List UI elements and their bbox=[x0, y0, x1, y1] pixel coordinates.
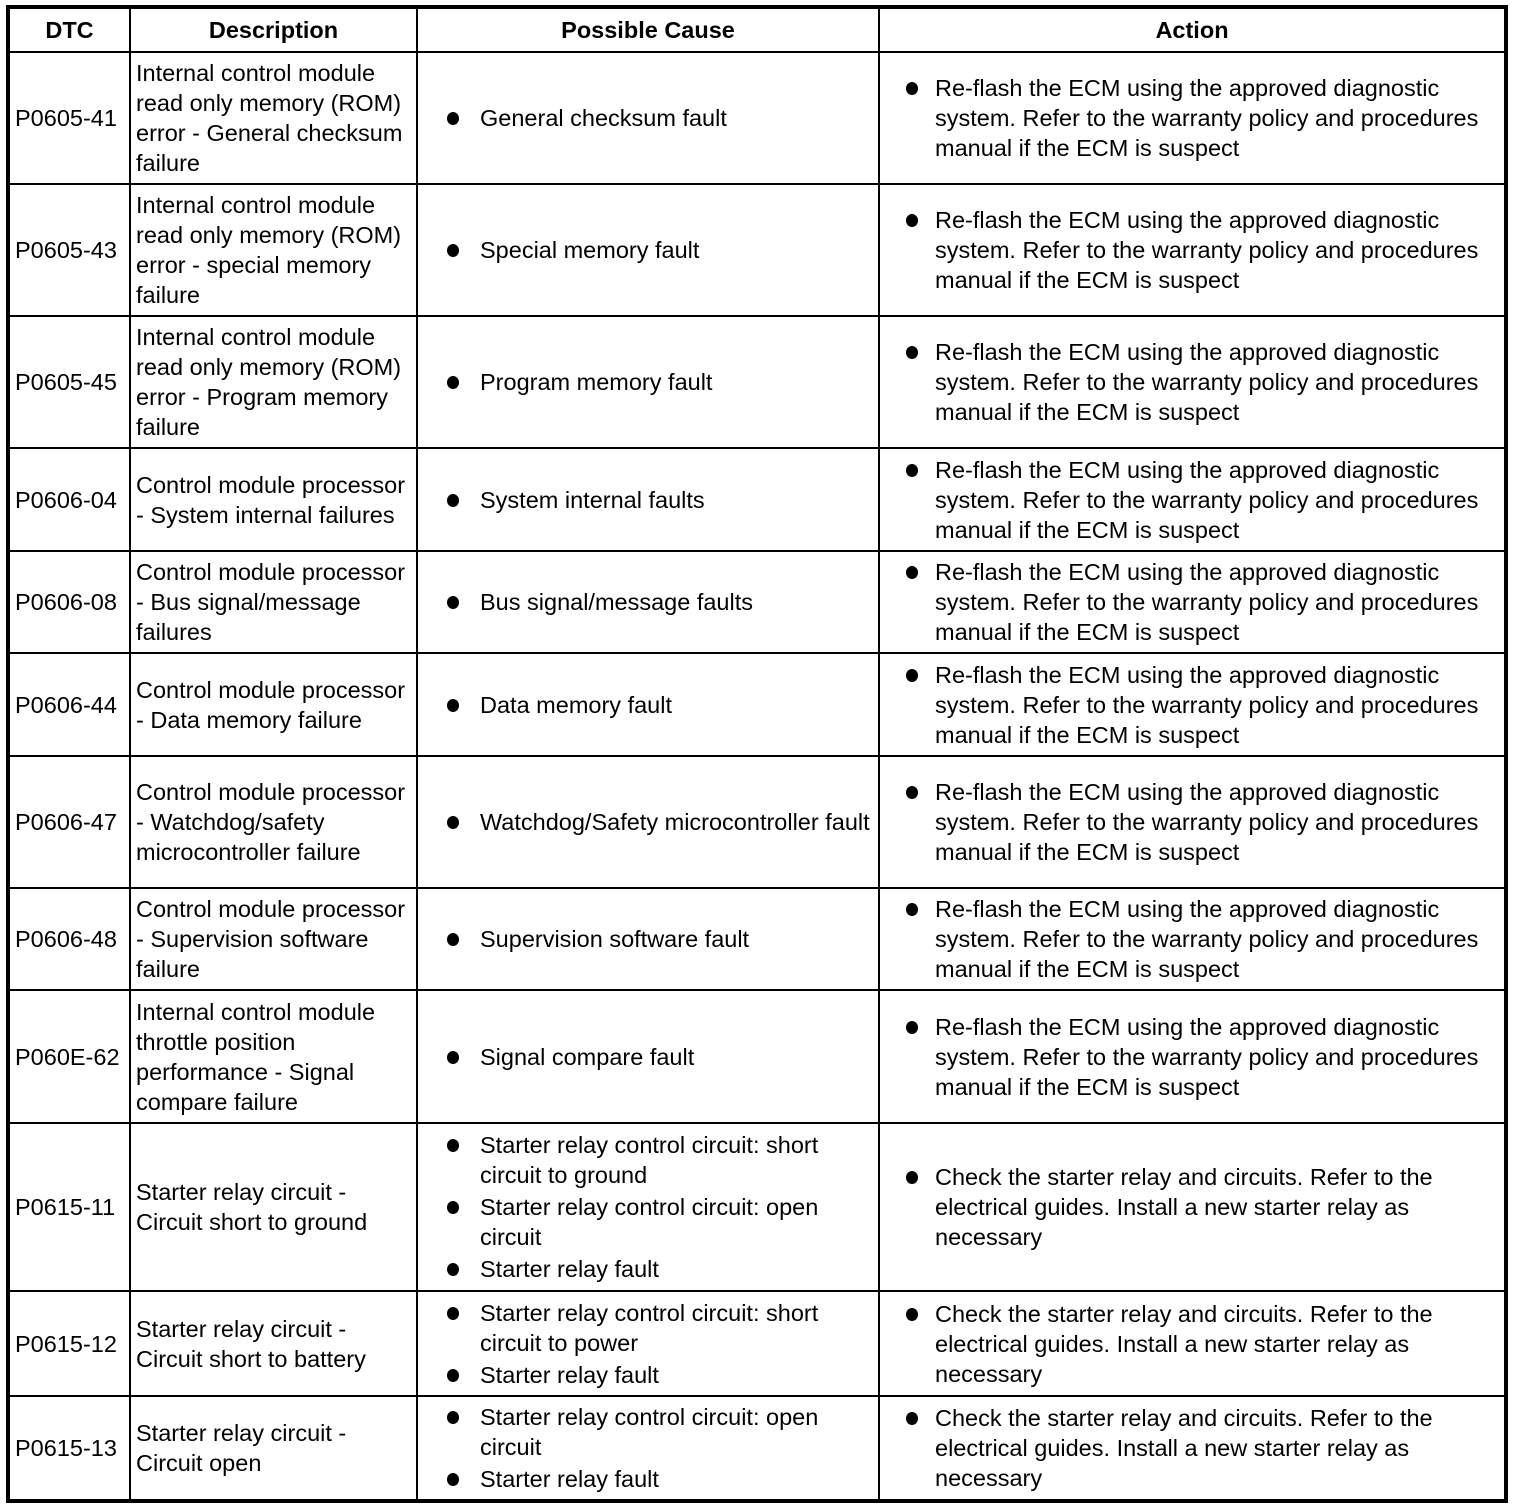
possible-cause-list bbox=[423, 235, 873, 265]
possible-cause-list bbox=[423, 690, 873, 720]
action-item: Check the starter relay and circuits. Refer to the electrical guides. Install a new starter relay as necessary bbox=[885, 1162, 1499, 1252]
dtc-code: P0615-12 bbox=[8, 1291, 130, 1396]
dtc-description: Internal control module read only memory (ROM) error - special memory failure bbox=[130, 184, 417, 316]
dtc-code: P0606-47 bbox=[8, 756, 130, 888]
action-item: Re-flash the ECM using the approved diagnostic system. Refer to the warranty policy and procedures manual if the ECM is suspect bbox=[885, 557, 1499, 647]
possible-cause-item: Data memory fault bbox=[423, 690, 873, 720]
dtc-description: Control module processor - Data memory failure bbox=[130, 653, 417, 756]
action-cell bbox=[879, 990, 1506, 1123]
action-cell bbox=[879, 1291, 1506, 1396]
possible-cause-item: Starter relay fault bbox=[423, 1464, 873, 1494]
action-cell bbox=[879, 551, 1506, 653]
action-list bbox=[885, 777, 1499, 867]
possible-cause-list bbox=[423, 924, 873, 954]
header-row bbox=[8, 7, 1506, 52]
action-cell bbox=[879, 888, 1506, 990]
action-cell bbox=[879, 756, 1506, 888]
action-list bbox=[885, 1403, 1499, 1493]
action-cell bbox=[879, 448, 1506, 551]
action-item: Re-flash the ECM using the approved diagnostic system. Refer to the warranty policy and procedures manual if the ECM is suspect bbox=[885, 205, 1499, 295]
dtc-description: Starter relay circuit - Circuit short to ground bbox=[130, 1123, 417, 1291]
possible-cause-cell bbox=[417, 551, 879, 653]
possible-cause-cell bbox=[417, 1291, 879, 1396]
action-item: Re-flash the ECM using the approved diagnostic system. Refer to the warranty policy and procedures manual if the ECM is suspect bbox=[885, 455, 1499, 545]
dtc-code: P0615-13 bbox=[8, 1396, 130, 1501]
possible-cause-cell bbox=[417, 184, 879, 316]
action-list bbox=[885, 557, 1499, 647]
possible-cause-item: Program memory fault bbox=[423, 367, 873, 397]
possible-cause-list bbox=[423, 367, 873, 397]
table-row bbox=[8, 1291, 1506, 1396]
table-row bbox=[8, 756, 1506, 888]
action-list bbox=[885, 660, 1499, 750]
action-list bbox=[885, 205, 1499, 295]
table-body bbox=[8, 52, 1506, 1501]
action-item: Check the starter relay and circuits. Refer to the electrical guides. Install a new starter relay as necessary bbox=[885, 1299, 1499, 1389]
possible-cause-item: System internal faults bbox=[423, 485, 873, 515]
action-cell bbox=[879, 1396, 1506, 1501]
possible-cause-item: Starter relay control circuit: open circuit bbox=[423, 1402, 873, 1462]
possible-cause-cell bbox=[417, 888, 879, 990]
possible-cause-list bbox=[423, 1130, 873, 1284]
possible-cause-list bbox=[423, 1298, 873, 1390]
possible-cause-list bbox=[423, 485, 873, 515]
possible-cause-item: Starter relay control circuit: short circuit to ground bbox=[423, 1130, 873, 1190]
table-row bbox=[8, 448, 1506, 551]
possible-cause-item: Starter relay fault bbox=[423, 1254, 873, 1284]
table-row bbox=[8, 653, 1506, 756]
table-row bbox=[8, 888, 1506, 990]
possible-cause-item: General checksum fault bbox=[423, 103, 873, 133]
table-row bbox=[8, 316, 1506, 448]
header-action: Action bbox=[879, 7, 1506, 52]
header-possible-cause: Possible Cause bbox=[417, 7, 879, 52]
action-item: Check the starter relay and circuits. Refer to the electrical guides. Install a new starter relay as necessary bbox=[885, 1403, 1499, 1493]
dtc-description: Internal control module read only memory (ROM) error - General checksum failure bbox=[130, 52, 417, 184]
action-item: Re-flash the ECM using the approved diagnostic system. Refer to the warranty policy and procedures manual if the ECM is suspect bbox=[885, 777, 1499, 867]
header-description: Description bbox=[130, 7, 417, 52]
possible-cause-list bbox=[423, 1402, 873, 1494]
table-row bbox=[8, 990, 1506, 1123]
dtc-description: Control module processor - Supervision software failure bbox=[130, 888, 417, 990]
action-list bbox=[885, 337, 1499, 427]
dtc-code: P0606-08 bbox=[8, 551, 130, 653]
action-list bbox=[885, 1299, 1499, 1389]
dtc-code: P0606-48 bbox=[8, 888, 130, 990]
dtc-description: Internal control module read only memory (ROM) error - Program memory failure bbox=[130, 316, 417, 448]
possible-cause-cell bbox=[417, 52, 879, 184]
possible-cause-list bbox=[423, 587, 873, 617]
possible-cause-item: Signal compare fault bbox=[423, 1042, 873, 1072]
possible-cause-list bbox=[423, 103, 873, 133]
action-cell bbox=[879, 316, 1506, 448]
possible-cause-item: Starter relay fault bbox=[423, 1360, 873, 1390]
possible-cause-cell bbox=[417, 1396, 879, 1501]
table-row bbox=[8, 184, 1506, 316]
possible-cause-item: Watchdog/Safety microcontroller fault bbox=[423, 807, 873, 837]
possible-cause-cell bbox=[417, 990, 879, 1123]
dtc-description: Control module processor - Watchdog/safety microcontroller failure bbox=[130, 756, 417, 888]
action-cell bbox=[879, 653, 1506, 756]
possible-cause-cell bbox=[417, 756, 879, 888]
possible-cause-cell bbox=[417, 653, 879, 756]
possible-cause-item: Special memory fault bbox=[423, 235, 873, 265]
possible-cause-cell bbox=[417, 448, 879, 551]
action-item: Re-flash the ECM using the approved diagnostic system. Refer to the warranty policy and procedures manual if the ECM is suspect bbox=[885, 337, 1499, 427]
table-row bbox=[8, 52, 1506, 184]
dtc-code: P0605-43 bbox=[8, 184, 130, 316]
action-list bbox=[885, 455, 1499, 545]
action-list bbox=[885, 1162, 1499, 1252]
dtc-code: P0605-41 bbox=[8, 52, 130, 184]
action-cell bbox=[879, 1123, 1506, 1291]
possible-cause-cell bbox=[417, 1123, 879, 1291]
action-list bbox=[885, 894, 1499, 984]
possible-cause-cell bbox=[417, 316, 879, 448]
table-row bbox=[8, 1123, 1506, 1291]
action-list bbox=[885, 1012, 1499, 1102]
dtc-description: Control module processor - Bus signal/message failures bbox=[130, 551, 417, 653]
possible-cause-list bbox=[423, 1042, 873, 1072]
action-item: Re-flash the ECM using the approved diagnostic system. Refer to the warranty policy and procedures manual if the ECM is suspect bbox=[885, 660, 1499, 750]
table-row bbox=[8, 1396, 1506, 1501]
dtc-table bbox=[6, 5, 1508, 1503]
possible-cause-item: Supervision software fault bbox=[423, 924, 873, 954]
action-list bbox=[885, 73, 1499, 163]
dtc-description: Starter relay circuit - Circuit open bbox=[130, 1396, 417, 1501]
possible-cause-item: Starter relay control circuit: open circuit bbox=[423, 1192, 873, 1252]
action-cell bbox=[879, 184, 1506, 316]
header-dtc: DTC bbox=[8, 7, 130, 52]
dtc-code: P0606-04 bbox=[8, 448, 130, 551]
dtc-code: P060E-62 bbox=[8, 990, 130, 1123]
possible-cause-item: Starter relay control circuit: short circuit to power bbox=[423, 1298, 873, 1358]
dtc-code: P0615-11 bbox=[8, 1123, 130, 1291]
dtc-description: Starter relay circuit - Circuit short to battery bbox=[130, 1291, 417, 1396]
action-item: Re-flash the ECM using the approved diagnostic system. Refer to the warranty policy and procedures manual if the ECM is suspect bbox=[885, 894, 1499, 984]
possible-cause-list bbox=[423, 807, 873, 837]
table-row bbox=[8, 551, 1506, 653]
dtc-code: P0606-44 bbox=[8, 653, 130, 756]
dtc-description: Control module processor - System internal failures bbox=[130, 448, 417, 551]
dtc-code: P0605-45 bbox=[8, 316, 130, 448]
possible-cause-item: Bus signal/message faults bbox=[423, 587, 873, 617]
action-cell bbox=[879, 52, 1506, 184]
action-item: Re-flash the ECM using the approved diagnostic system. Refer to the warranty policy and procedures manual if the ECM is suspect bbox=[885, 73, 1499, 163]
action-item: Re-flash the ECM using the approved diagnostic system. Refer to the warranty policy and procedures manual if the ECM is suspect bbox=[885, 1012, 1499, 1102]
dtc-description: Internal control module throttle position performance - Signal compare failure bbox=[130, 990, 417, 1123]
